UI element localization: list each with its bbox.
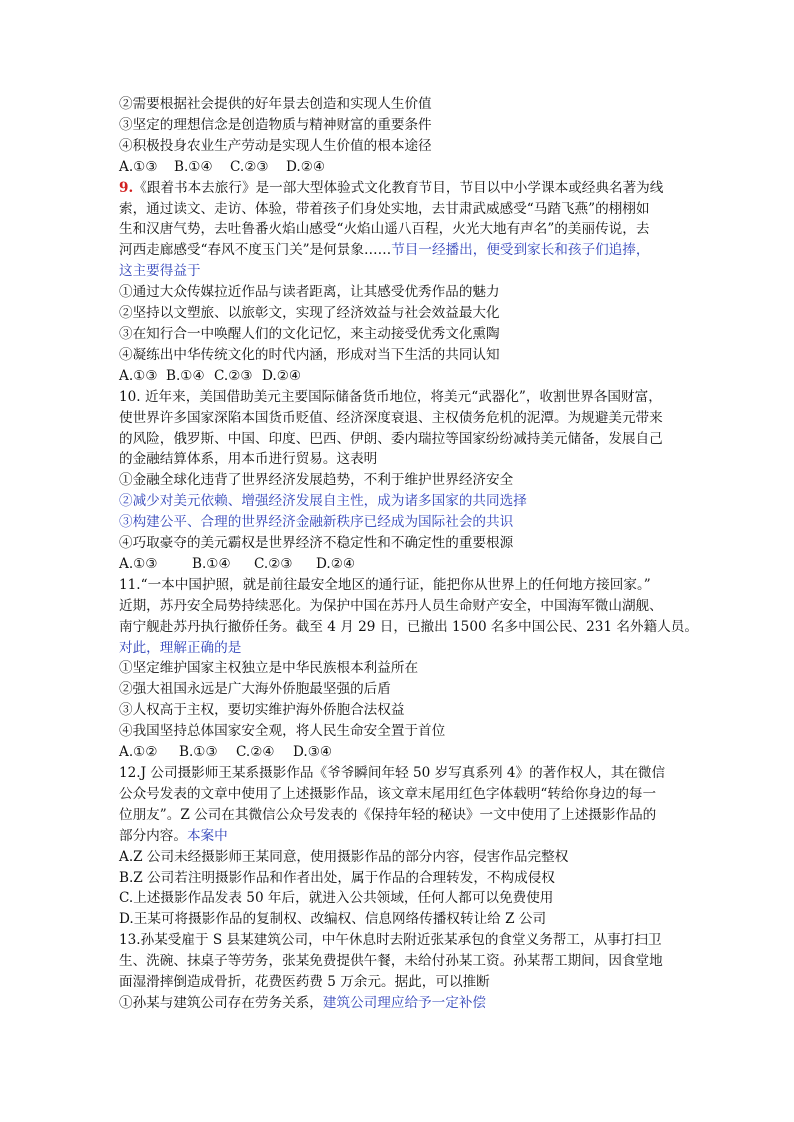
q8-option-4: ④积极投身农业生产劳动是实现人生价值的根本途径	[119, 137, 432, 154]
q13-stem-line-1: 13.孙某受雇于 S 县某建筑公司，中午休息时去附近张某承包的食堂义务帮工，从事打扫卫	[119, 932, 662, 949]
q10-answer-d: D.②④	[316, 555, 356, 572]
q11-answer-c: C.②④	[236, 744, 275, 761]
q9-answer-d: D.②④	[262, 367, 302, 384]
q8-answer-b: B.①④	[174, 158, 213, 175]
q9-stem-line-4: 河西走廊感受“春风不度玉门关”是何景象……节目一经播出，便受到家长和孩子们追捧，	[119, 242, 650, 259]
q11-answer-a: A.①②	[119, 744, 158, 761]
q9-answer-b: B.①④	[166, 367, 205, 384]
q9-option-4: ④凝练出中华传统文化的时代内涵，形成对当下生活的共同认知	[119, 346, 500, 363]
q10-option-4: ④巧取豪夺的美元霸权是世界经济不稳定性和不确定性的重要根源	[119, 535, 514, 552]
q13-option-1: ①孙某与建筑公司存在劳务关系，建筑公司理应给予一定补偿	[119, 994, 487, 1011]
q11-stem-line-3: 南宁舰赴苏丹执行撤侨任务。截至 4 月 29 日，已撤出 1500 名多中国公民、231 名外籍人员。	[119, 618, 698, 635]
q12-option-c: C.上述摄影作品发表 50 年后，就进入公共领域，任何人都可以免费使用	[119, 890, 554, 907]
q11-answer-choices	[119, 742, 691, 763]
q12-stem-line-1: 12.J 公司摄影师王某系摄影作品《爷爷瞬间年轻 50 岁写真系列 4》的著作权人，其在微信	[119, 765, 666, 781]
q9-stem-line-1: 9.《跟着书本去旅行》是一部大型体验式文化教育节目，节目以中小学课本或经典名著为线	[119, 179, 664, 196]
q10-answer-c: C.②③	[254, 555, 293, 572]
q13-stem-line-2: 生、洗碗、抹桌子等劳务，张某免费提供午餐，未给付孙某工资。孙某帮工期间，因食堂地	[119, 953, 663, 970]
q10-option-1: ①金融全球化违背了世界经济发展趋势，不利于维护世界经济安全	[119, 472, 514, 489]
q12-option-d: D.王某可将摄影作品的复制权、改编权、信息网络传播权转让给 Z 公司	[119, 911, 547, 928]
q10-stem-line-4: 的金融结算体系，用本币进行贸易。这表明	[119, 451, 378, 468]
q9-option-2: ②坚持以文塑旅、以旅彰文，实现了经济效益与社会效益最大化	[119, 305, 500, 322]
q9-stem-line-5: 这主要得益于	[119, 263, 201, 280]
q10-answer-a: A.①③	[119, 555, 158, 572]
q11-stem-line-4: 对此，理解正确的是	[119, 639, 242, 656]
q11-option-1: ①坚定维护国家主权独立是中华民族根本利益所在	[119, 660, 419, 677]
q8-answer-choices	[119, 157, 691, 178]
q10-answer-b: B.①④	[192, 555, 231, 572]
q11-stem-line-2: 近期，苏丹安全局势持续恶化。为保护中国在苏丹人员生命财产安全，中国海军微山湖舰、	[119, 597, 663, 614]
q9-number: 9.	[119, 179, 134, 196]
q10-stem-line-3: 的风险，俄罗斯、中国、印度、巴西、伊朗、委内瑞拉等国家纷纷减持美元储备，发展自己	[119, 430, 663, 447]
q8-answer-a: A.①③	[119, 158, 158, 175]
q10-option-2: ②减少对美元依赖、增强经济发展自主性，成为诸多国家的共同选择	[119, 493, 527, 510]
q12-stem-line-3: 位朋友”。Z 公司在其微信公众号发表的《保持年轻的秘诀》一文中使用了上述摄影作品的	[119, 806, 657, 823]
q12-option-a: A.Z 公司未经摄影师王某同意，使用摄影作品的部分内容，侵害作品完整权	[119, 848, 569, 865]
q8-option-2: ②需要根据社会提供的好年景去创造和实现人生价值	[119, 96, 432, 112]
q10-stem-line-1: 10. 近年来，美国借助美元主要国际储备货币地位，将美元“武器化”，收割世界各国财富，	[119, 388, 662, 405]
document-page	[119, 94, 698, 1014]
q12-highlight: 本案中	[186, 827, 228, 844]
q12-stem-line-2: 公众号发表的文章中使用了上述摄影作品，该文章末尾用红色字体载明“转给你身边的每一	[119, 785, 657, 802]
q9-answer-choices	[119, 366, 691, 387]
q11-option-2: ②强大祖国永远是广大海外侨胞最坚强的后盾	[119, 681, 391, 698]
q9-answer-a: A.①③	[119, 367, 158, 384]
q10-answer-choices	[119, 554, 691, 575]
q11-stem-line-1: 11.“一本中国护照，就是前往最安全地区的通行证，能把你从世界上的任何地方接回家。”	[119, 576, 651, 593]
q12-stem-line-4: 部分内容。本案中	[119, 827, 228, 844]
q13-highlight: 建筑公司理应给予一定补偿	[322, 994, 487, 1011]
q10-stem-line-2: 使世界许多国家深陷本国货币贬值、经济深度衰退、主权债务危机的泥潭。为规避美元带来	[119, 409, 663, 426]
q10-option-3: ③构建公平、合理的世界经济金融新秩序已经成为国际社会的共识	[119, 514, 514, 531]
q12-option-b: B.Z 公司若注明摄影作品和作者出处，属于作品的合理转发，不构成侵权	[119, 869, 555, 886]
q13-stem-line-3: 面湿滑摔倒造成骨折，花费医药费 5 万余元。据此，可以推断	[119, 974, 490, 991]
q9-option-3: ③在知行合一中唤醒人们的文化记忆，来主动接受优秀文化熏陶	[119, 325, 500, 342]
q8-option-3: ③坚定的理想信念是创造物质与精神财富的重要条件	[119, 116, 432, 133]
q9-highlight: 节目一经播出，便受到家长和孩子们追捧，	[391, 242, 650, 259]
q8-answer-d: D.②④	[286, 158, 326, 175]
q11-option-3: ③人权高于主权，要切实维护海外侨胞合法权益	[119, 702, 405, 719]
q11-answer-d: D.③④	[293, 744, 333, 761]
q9-answer-c: C.②③	[214, 367, 253, 384]
q11-answer-b: B.①③	[179, 744, 218, 761]
q9-stem-line-2: 索，通过读文、走访、体验，带着孩子们身处实地，去甘肃武威感受“马踏飞燕”的栩栩如	[119, 200, 650, 217]
q9-option-1: ①通过大众传媒拉近作品与读者距离，让其感受优秀作品的魅力	[119, 284, 500, 301]
q11-option-4: ④我国坚持总体国家安全观，将人民生命安全置于首位	[119, 723, 446, 740]
q8-answer-c: C.②③	[230, 158, 269, 175]
q9-stem-line-3: 生和汉唐气势，去吐鲁番火焰山感受“火焰山遥八百程，火光大地有声名”的美丽传说，去	[119, 221, 650, 238]
